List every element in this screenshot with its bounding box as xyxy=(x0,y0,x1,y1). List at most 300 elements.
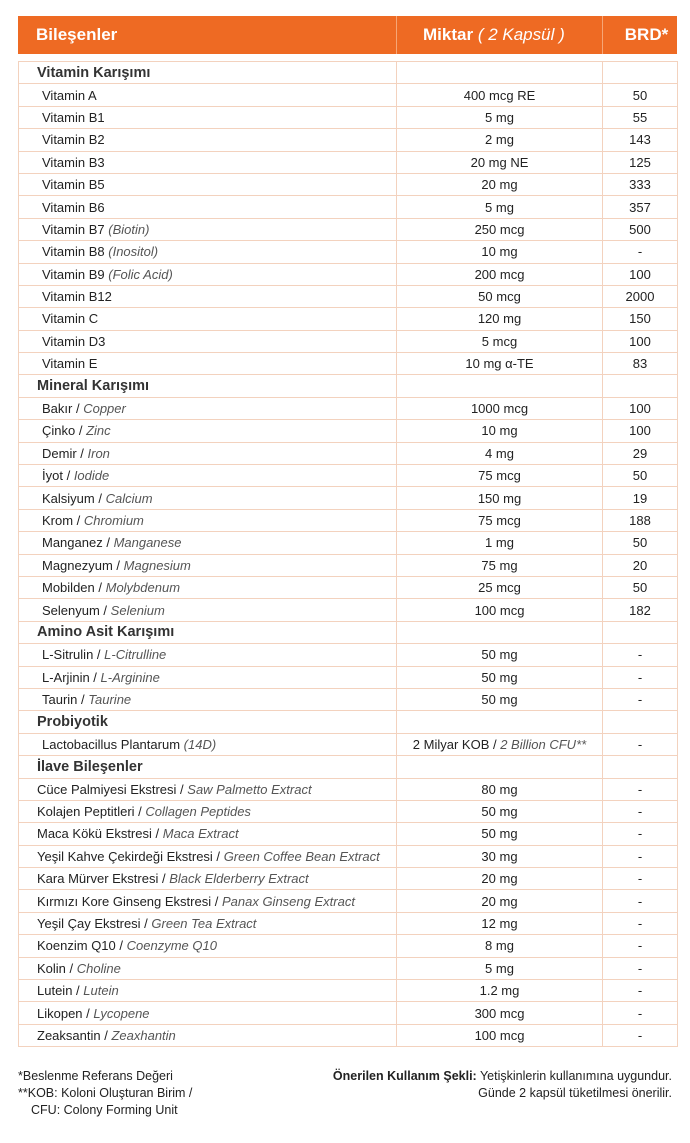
brd-value: - xyxy=(637,781,643,797)
table-row xyxy=(19,554,678,576)
brd-value: 50 xyxy=(632,535,648,551)
ingredient-label: Kırmızı Kore Ginseng Ekstresi / xyxy=(37,893,219,909)
ingredient-label: Vitamin A xyxy=(42,87,97,103)
ingredient-brd xyxy=(603,263,678,285)
brd-value: 100 xyxy=(629,266,651,282)
amount-value: 150 mg xyxy=(477,490,522,506)
ingredient-english-name: Taurine xyxy=(88,692,132,708)
ingredient-amount xyxy=(397,644,603,666)
ingredient-amount xyxy=(397,353,603,375)
section-row xyxy=(19,375,678,397)
amount-value: 80 mg xyxy=(481,781,518,797)
ingredient-name xyxy=(19,465,397,487)
ingredient-brd xyxy=(603,196,678,218)
ingredient-amount xyxy=(397,397,603,419)
amount-value: 50 mg xyxy=(481,804,518,820)
ingredient-label: Vitamin B3 xyxy=(42,154,105,170)
ingredient-label: Vitamin D3 xyxy=(42,333,106,349)
amount-value: 400 mcg RE xyxy=(463,87,536,103)
ingredient-english-name: Lycopene xyxy=(93,1005,150,1021)
table-row xyxy=(19,285,678,307)
ingredient-name xyxy=(19,241,397,263)
ingredient-amount xyxy=(397,800,603,822)
ingredient-name xyxy=(19,733,397,755)
ingredient-label: Vitamin B8 xyxy=(42,244,105,260)
table-row xyxy=(19,599,678,621)
header-ingredients: Bileşenler xyxy=(36,25,118,44)
table-row xyxy=(19,173,678,195)
ingredient-english-name: Copper xyxy=(83,401,126,417)
ingredient-label: Krom / xyxy=(42,513,81,528)
brd-value: 83 xyxy=(632,356,648,372)
brd-value: 55 xyxy=(632,109,648,125)
ingredient-amount xyxy=(397,711,603,733)
table-row xyxy=(19,465,678,487)
ingredient-amount xyxy=(397,106,603,128)
usage-instructions xyxy=(333,1068,672,1102)
ingredient-brd xyxy=(603,644,678,666)
amount-value: 2 Milyar KOB / xyxy=(412,736,497,752)
amount-value: 250 mcg xyxy=(474,221,525,237)
ingredient-label: Vitamin C xyxy=(42,311,99,327)
ingredient-amount xyxy=(397,688,603,710)
ingredient-brd xyxy=(603,151,678,173)
ingredient-label: Amino Asit Karışımı xyxy=(37,624,175,641)
amount-value: 20 mg xyxy=(481,871,518,887)
brd-value: - xyxy=(637,736,643,752)
ingredient-brd xyxy=(603,666,678,688)
table-row xyxy=(19,196,678,218)
ingredient-name xyxy=(19,957,397,979)
ingredient-amount xyxy=(397,890,603,912)
ingredient-amount xyxy=(397,1024,603,1046)
ingredient-label: Mineral Karışımı xyxy=(37,378,150,395)
ingredient-label: Vitamin B2 xyxy=(42,132,105,148)
ingredient-brd xyxy=(603,800,678,822)
ingredient-name xyxy=(19,576,397,598)
ingredient-name xyxy=(19,980,397,1002)
brd-value: 182 xyxy=(629,602,651,618)
amount-value: 10 mg xyxy=(481,423,518,439)
ingredient-english-name: Chromium xyxy=(83,513,144,528)
ingredient-label: Taurin / xyxy=(42,692,85,708)
amount-value: 50 mg xyxy=(481,826,518,842)
ingredient-brd xyxy=(603,375,678,397)
amount-value: 20 mg xyxy=(481,177,518,193)
ingredient-amount xyxy=(397,241,603,263)
brd-value: 125 xyxy=(629,154,651,170)
ingredient-amount xyxy=(397,330,603,352)
ingredient-english-name: Panax Ginseng Extract xyxy=(221,893,355,909)
ingredient-label: Lactobacillus Plantarum xyxy=(42,736,181,752)
ingredient-brd xyxy=(603,308,678,330)
ingredient-brd xyxy=(603,554,678,576)
ingredient-brd xyxy=(603,353,678,375)
ingredient-label: Kolin / xyxy=(37,960,74,976)
ingredient-amount xyxy=(397,935,603,957)
amount-value: 50 mg xyxy=(481,692,518,708)
amount-value: 1 mg xyxy=(485,535,514,551)
brd-value: 100 xyxy=(629,423,651,439)
ingredient-name xyxy=(19,173,397,195)
ingredient-label: Vitamin E xyxy=(42,356,98,372)
footnote-kob: **KOB: Koloni Oluşturan Birim / xyxy=(18,1086,193,1100)
ingredient-brd xyxy=(603,509,678,531)
ingredient-label: Koenzim Q10 / xyxy=(37,938,123,954)
table-row xyxy=(19,576,678,598)
ingredient-name xyxy=(19,599,397,621)
ingredient-amount xyxy=(397,196,603,218)
brd-value: - xyxy=(637,1027,643,1043)
brd-value: - xyxy=(637,804,643,820)
ingredient-name xyxy=(19,778,397,800)
header-divider xyxy=(602,16,603,54)
brd-value: 150 xyxy=(629,311,651,327)
ingredient-name xyxy=(19,397,397,419)
amount-value: 120 mg xyxy=(477,311,522,327)
ingredient-english-name: Calcium xyxy=(105,490,153,506)
ingredient-amount xyxy=(397,599,603,621)
ingredient-name xyxy=(19,218,397,240)
ingredient-label: Manganez / xyxy=(42,535,110,551)
footnote-cfu: CFU: Colony Forming Unit xyxy=(31,1103,178,1117)
brd-value: 50 xyxy=(632,87,648,103)
ingredient-brd xyxy=(603,778,678,800)
ingredient-english-name: Lutein xyxy=(83,983,119,999)
table-row xyxy=(19,912,678,934)
brd-value: 2000 xyxy=(625,289,655,305)
amount-value: 20 mg xyxy=(481,893,518,909)
ingredient-english-name: Zinc xyxy=(86,423,111,439)
table-row xyxy=(19,935,678,957)
ingredient-brd xyxy=(603,442,678,464)
ingredient-label: Kara Mürver Ekstresi / xyxy=(37,871,166,887)
ingredient-amount xyxy=(397,285,603,307)
ingredient-brd xyxy=(603,532,678,554)
ingredient-name xyxy=(19,666,397,688)
header-amount-note: ( 2 Kapsül ) xyxy=(477,25,565,44)
ingredient-name xyxy=(19,868,397,890)
ingredient-name xyxy=(19,285,397,307)
ingredient-name xyxy=(19,196,397,218)
brd-value: 19 xyxy=(632,490,648,506)
ingredient-amount xyxy=(397,823,603,845)
table-row xyxy=(19,733,678,755)
table-row xyxy=(19,353,678,375)
ingredient-brd xyxy=(603,845,678,867)
amount-english: 2 Billion CFU** xyxy=(500,736,587,752)
ingredient-english-name: Maca Extract xyxy=(162,826,239,842)
brd-value: - xyxy=(637,938,643,954)
brd-value: - xyxy=(637,244,643,260)
ingredient-english-name: Magnesium xyxy=(123,557,191,573)
ingredient-name xyxy=(19,1024,397,1046)
brd-value: - xyxy=(637,916,643,932)
ingredient-amount xyxy=(397,576,603,598)
ingredient-brd xyxy=(603,599,678,621)
ingredient-label: Maca Kökü Ekstresi / xyxy=(37,826,160,842)
ingredient-name xyxy=(19,912,397,934)
ingredient-brd xyxy=(603,1002,678,1024)
table-row xyxy=(19,397,678,419)
brd-value: 143 xyxy=(629,132,651,148)
ingredient-label: Yeşil Kahve Çekirdeği Ekstresi / xyxy=(37,848,221,864)
table-row xyxy=(19,1024,678,1046)
ingredient-brd xyxy=(603,912,678,934)
ingredient-english-name: Choline xyxy=(76,960,121,976)
usage-text-2: Günde 2 kapsül tüketilmesi önerilir. xyxy=(478,1086,672,1100)
ingredient-amount xyxy=(397,1002,603,1024)
table-header xyxy=(18,16,677,54)
ingredient-label: Bakır / xyxy=(42,401,80,417)
ingredient-brd xyxy=(603,935,678,957)
ingredient-name xyxy=(19,353,397,375)
ingredient-label: L-Arjinin / xyxy=(42,669,97,685)
table-row xyxy=(19,823,678,845)
ingredient-amount xyxy=(397,980,603,1002)
ingredient-english-name: Iron xyxy=(87,445,110,461)
ingredient-amount xyxy=(397,912,603,934)
amount-value: 12 mg xyxy=(481,916,518,932)
ingredients-table xyxy=(18,61,678,1047)
header-brd: BRD* xyxy=(624,25,669,44)
brd-value: 29 xyxy=(632,445,648,461)
table-row xyxy=(19,106,678,128)
table-row xyxy=(19,308,678,330)
ingredient-brd xyxy=(603,756,678,778)
ingredient-english-name: Collagen Peptides xyxy=(145,804,251,820)
table-row xyxy=(19,442,678,464)
ingredient-label: Kalsiyum / xyxy=(42,490,102,506)
section-title xyxy=(19,756,397,778)
amount-value: 4 mg xyxy=(485,445,514,461)
ingredient-amount xyxy=(397,420,603,442)
ingredient-brd xyxy=(603,823,678,845)
ingredient-label: İyot / xyxy=(42,468,71,484)
ingredient-brd xyxy=(603,330,678,352)
ingredient-amount xyxy=(397,554,603,576)
brd-value: - xyxy=(637,647,643,663)
ingredient-brd xyxy=(603,106,678,128)
ingredient-english-name: (Inositol) xyxy=(108,244,159,260)
ingredient-name xyxy=(19,106,397,128)
ingredient-label: Magnezyum / xyxy=(42,557,121,573)
table-row xyxy=(19,644,678,666)
amount-value: 50 mg xyxy=(481,669,518,685)
ingredient-english-name: Molybdenum xyxy=(105,580,181,596)
ingredient-brd xyxy=(603,868,678,890)
section-title xyxy=(19,711,397,733)
ingredient-amount xyxy=(397,129,603,151)
ingredient-label: Vitamin Karışımı xyxy=(37,64,151,81)
amount-value: 30 mg xyxy=(481,848,518,864)
ingredient-name xyxy=(19,935,397,957)
usage-text-1: Yetişkinlerin kullanımına uygundur. xyxy=(479,1069,672,1083)
table-row xyxy=(19,84,678,106)
table-row xyxy=(19,241,678,263)
table-row xyxy=(19,487,678,509)
brd-value: 100 xyxy=(629,333,651,349)
table-row xyxy=(19,957,678,979)
brd-value: 50 xyxy=(632,468,648,484)
table-row xyxy=(19,129,678,151)
ingredient-name xyxy=(19,151,397,173)
table-row xyxy=(19,800,678,822)
brd-value: 100 xyxy=(629,401,651,417)
ingredient-brd xyxy=(603,420,678,442)
amount-value: 1000 mcg xyxy=(470,401,529,417)
brd-value: 20 xyxy=(632,557,648,573)
header-amount xyxy=(423,16,565,54)
ingredient-amount xyxy=(397,487,603,509)
ingredient-brd xyxy=(603,285,678,307)
section-title xyxy=(19,621,397,643)
ingredient-brd xyxy=(603,711,678,733)
ingredient-label: Çinko / xyxy=(42,423,83,439)
ingredient-english-name: (14D) xyxy=(183,736,217,752)
header-divider xyxy=(396,16,397,54)
ingredient-label: Likopen / xyxy=(37,1005,90,1021)
ingredient-amount xyxy=(397,465,603,487)
ingredient-brd xyxy=(603,241,678,263)
ingredient-brd xyxy=(603,957,678,979)
section-title xyxy=(19,375,397,397)
table-row xyxy=(19,890,678,912)
brd-value: - xyxy=(637,960,643,976)
ingredient-english-name: Zeaxhantin xyxy=(111,1027,176,1043)
ingredient-brd xyxy=(603,397,678,419)
ingredient-label: Cüce Palmiyesi Ekstresi / xyxy=(37,781,184,797)
table-row xyxy=(19,980,678,1002)
ingredient-label: Vitamin B5 xyxy=(42,177,105,193)
ingredient-english-name: Saw Palmetto Extract xyxy=(187,781,312,797)
ingredient-english-name: L-Arginine xyxy=(100,669,160,685)
table-row xyxy=(19,845,678,867)
brd-value: - xyxy=(637,826,643,842)
header-amount-label: Miktar xyxy=(423,25,474,44)
table-row xyxy=(19,666,678,688)
ingredient-english-name: Iodide xyxy=(73,468,110,484)
ingredient-english-name: (Biotin) xyxy=(108,221,150,237)
ingredient-brd xyxy=(603,733,678,755)
footnotes xyxy=(18,1068,192,1119)
ingredient-brd xyxy=(603,980,678,1002)
ingredient-english-name: (Folic Acid) xyxy=(108,266,173,282)
table-row xyxy=(19,1002,678,1024)
ingredient-label: Lutein / xyxy=(37,983,80,999)
ingredient-brd xyxy=(603,62,678,84)
ingredient-name xyxy=(19,1002,397,1024)
ingredient-name xyxy=(19,554,397,576)
ingredient-label: Vitamin B12 xyxy=(42,289,112,305)
brd-value: - xyxy=(637,692,643,708)
ingredient-name xyxy=(19,420,397,442)
brd-value: - xyxy=(637,893,643,909)
ingredient-amount xyxy=(397,84,603,106)
amount-value: 8 mg xyxy=(485,938,514,954)
brd-value: 50 xyxy=(632,580,648,596)
table-row xyxy=(19,151,678,173)
amount-value: 20 mg NE xyxy=(470,154,529,170)
ingredient-amount xyxy=(397,442,603,464)
ingredient-label: Demir / xyxy=(42,445,84,461)
amount-value: 10 mg xyxy=(481,244,518,260)
section-row xyxy=(19,756,678,778)
amount-value: 5 mcg xyxy=(481,333,518,349)
amount-value: 200 mcg xyxy=(474,266,525,282)
table-row xyxy=(19,420,678,442)
ingredient-amount xyxy=(397,173,603,195)
ingredient-name xyxy=(19,532,397,554)
section-row xyxy=(19,711,678,733)
ingredient-name xyxy=(19,308,397,330)
ingredient-name xyxy=(19,263,397,285)
amount-value: 2 mg xyxy=(485,132,514,148)
table-row xyxy=(19,509,678,531)
ingredient-amount xyxy=(397,733,603,755)
amount-value: 75 mcg xyxy=(478,468,521,484)
ingredient-brd xyxy=(603,576,678,598)
ingredient-amount xyxy=(397,218,603,240)
ingredient-label: Mobilden / xyxy=(42,580,102,596)
ingredient-name xyxy=(19,487,397,509)
brd-value: - xyxy=(637,669,643,685)
ingredient-label: Vitamin B7 xyxy=(42,221,105,237)
amount-value: 5 mg xyxy=(485,960,514,976)
ingredient-brd xyxy=(603,218,678,240)
amount-value: 10 mg α-TE xyxy=(465,356,534,372)
ingredient-label: Kolajen Peptitleri / xyxy=(37,804,142,820)
brd-value: 500 xyxy=(629,221,651,237)
ingredient-name xyxy=(19,644,397,666)
ingredient-name xyxy=(19,845,397,867)
amount-value: 25 mcg xyxy=(478,580,521,596)
brd-value: - xyxy=(637,1005,643,1021)
ingredient-name xyxy=(19,688,397,710)
ingredient-amount xyxy=(397,868,603,890)
ingredient-brd xyxy=(603,487,678,509)
section-title xyxy=(19,62,397,84)
table-row xyxy=(19,330,678,352)
ingredient-english-name: Manganese xyxy=(113,535,182,551)
amount-value: 300 mcg xyxy=(474,1005,525,1021)
brd-value: 357 xyxy=(629,199,651,215)
ingredient-brd xyxy=(603,688,678,710)
section-row xyxy=(19,62,678,84)
ingredient-name xyxy=(19,823,397,845)
ingredient-brd xyxy=(603,1024,678,1046)
table-row xyxy=(19,263,678,285)
ingredient-amount xyxy=(397,532,603,554)
ingredient-label: Probiyotik xyxy=(37,714,108,731)
ingredient-label: İlave Bileşenler xyxy=(37,758,143,775)
amount-value: 5 mg xyxy=(485,199,514,215)
ingredient-amount xyxy=(397,375,603,397)
ingredient-amount xyxy=(397,151,603,173)
brd-value: 333 xyxy=(629,177,651,193)
ingredient-name xyxy=(19,129,397,151)
ingredient-brd xyxy=(603,890,678,912)
ingredient-label: Zeaksantin / xyxy=(37,1027,108,1043)
amount-value: 50 mcg xyxy=(478,289,521,305)
table-row xyxy=(19,218,678,240)
amount-value: 5 mg xyxy=(485,109,514,125)
brd-value: - xyxy=(637,871,643,887)
ingredient-name xyxy=(19,84,397,106)
ingredient-brd xyxy=(603,465,678,487)
usage-label: Önerilen Kullanım Şekli: xyxy=(332,1069,477,1083)
amount-value: 75 mg xyxy=(481,557,518,573)
